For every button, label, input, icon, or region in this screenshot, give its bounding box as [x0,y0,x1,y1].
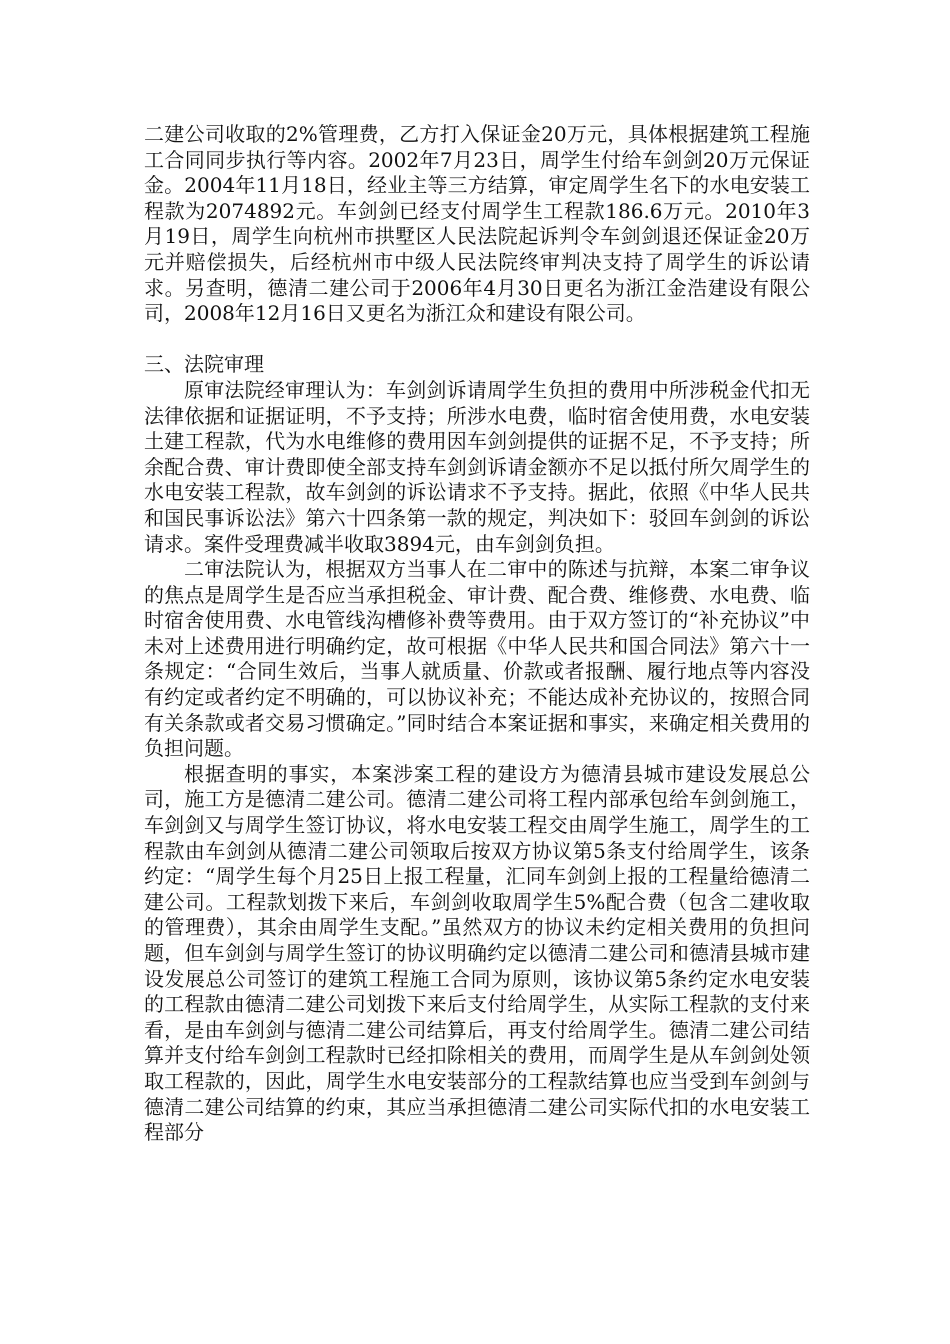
paragraph-second-instance: 二审法院认为，根据双方当事人在二审中的陈述与抗辩，本案二审争议的焦点是周学生是否应当承担税金、审计费、配合费、维修费、水电费、临时宿舍使用费、水电管线沟槽修补费等费用。由于双方签订的“补充协议”中未对上述费用进行明确约定，故可根据《中华人民共和国合同法》第六十一条规定：“合同生效后，当事人就质量、价款或者报酬、履行地点等内容没有约定或者约定不明确的，可以协议补充；不能达成补充协议的，按照合同有关条款或者交易习惯确定。”同时结合本案证据和事实，来确定相关费用的负担问题。 [144,557,810,761]
paragraph-facts-continued: 二建公司收取的2%管理费，乙方打入保证金20万元，具体根据建筑工程施工合同同步执行等内容。2002年7月23日，周学生付给车剑剑20万元保证金。2004年11月18日，经业主等三方结算，审定周学生名下的水电安装工程款为2074892元。车剑剑已经支付周学生工程款186.6万元。2010年3月19日，周学生向杭州市拱墅区人民法院起诉判令车剑剑退还保证金20万元并赔偿损失，后经杭州市中级人民法院终审判决支持了周学生的诉讼请求。另查明，德清二建公司于2006年4月30日更名为浙江金浩建设有限公司，2008年12月16日又更名为浙江众和建设有限公司。 [144,122,810,326]
section-heading-court-trial: 三、法院审理 [144,352,264,377]
document-page [144,122,810,1146]
paragraph-first-instance: 原审法院经审理认为：车剑剑诉请周学生负担的费用中所涉税金代扣无法律依据和证据证明，不予支持；所涉水电费，临时宿舍使用费，水电安装土建工程款，代为水电维修的费用因车剑剑提供的证据不足，不予支持；所余配合费、审计费即使全部支持车剑剑诉请金额亦不足以抵付所欠周学生的水电安装工程款，故车剑剑的诉讼请求不予支持。据此，依照《中华人民共和国民事诉讼法》第六十四条第一款的规定，判决如下：驳回车剑剑的诉讼请求。案件受理费减半收取3894元，由车剑剑负担。 [144,377,810,556]
paragraph-findings: 根据查明的事实，本案涉案工程的建设方为德清县城市建设发展总公司，施工方是德清二建公司。德清二建公司将工程内部承包给车剑剑施工，车剑剑又与周学生签订协议，将水电安装工程交由周学生施工，周学生的工程款由车剑剑从德清二建公司领取后按双方协议第5条支付给周学生，该条约定：“周学生每个月25日上报工程量，汇同车剑剑上报的工程量给德清二建公司。工程款划拨下来后，车剑剑收取周学生5%配合费（包含二建收取的管理费），其余由周学生支配。”虽然双方的协议未约定相关费用的负担问题，但车剑剑与周学生签订的协议明确约定以德清二建公司和德清县城市建设发展总公司签订的建筑工程施工合同为原则，该协议第5条约定水电安装的工程款由德清二建公司划拨下来后支付给周学生，从实际工程款的支付来看，是由车剑剑与德清二建公司结算后，再支付给周学生。德清二建公司结算并支付给车剑剑工程款时已经扣除相关的费用，而周学生是从车剑剑处领取工程款的，因此，周学生水电安装部分的工程款结算也应当受到车剑剑与德清二建公司结算的约束，其应当承担德清二建公司实际代扣的水电安装工程部分 [144,761,810,1145]
